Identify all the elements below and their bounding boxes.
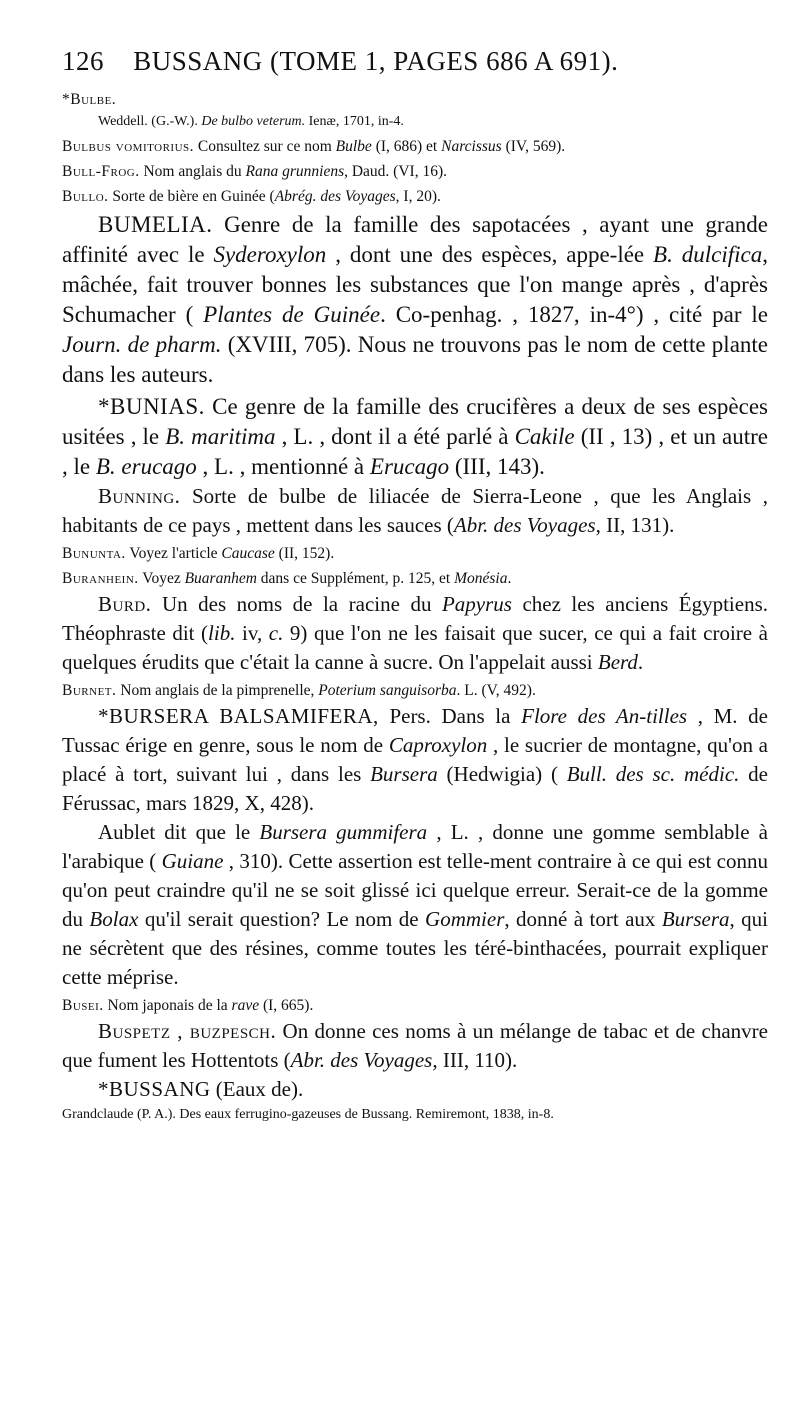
entry-head: Bunning. [98, 484, 181, 508]
entry-text: . [507, 570, 512, 587]
entry-text: , L. , dont il a été parlé à [275, 424, 515, 449]
entry-text: (I, 665). [259, 997, 314, 1014]
entry-text: (XVIII, 705). Nous ne trouvons pas le nom de cette plante dans les auteurs. [62, 332, 769, 387]
entry-busei [62, 994, 768, 1017]
entry-head: Busei. [62, 997, 104, 1014]
entry-italic: Flore des An-tilles [521, 704, 688, 728]
entry-text: , Daud. (VI, 16). [344, 163, 447, 180]
running-header [62, 44, 768, 78]
entry-text: Nom anglais de la pimprenelle, [116, 682, 319, 699]
entry-head: BUMELIA. [98, 212, 213, 237]
entry-head: Bullo. [62, 188, 109, 205]
entry-burnet [62, 679, 768, 702]
entry-italic: B. dulcifica [653, 242, 763, 267]
entry-bumelia [62, 210, 768, 390]
entry-italic: Bulbe [335, 138, 372, 155]
entry-italic: Bursera [661, 907, 730, 931]
entry-text: , I, 20). [395, 188, 441, 205]
ref-imprint: Ienæ, 1701, in-4. [305, 114, 404, 129]
entry-italic: Caucase [221, 545, 275, 562]
entry-text: Voyez l'article [125, 545, 222, 562]
entry-bunning [62, 482, 768, 540]
entry-text: . Co-penhag. , 1827, in-4°) , cité par le [380, 302, 768, 327]
entry-italic: Guiane [161, 849, 224, 873]
entry-text: (Hedwigia) ( [437, 762, 567, 786]
entry-italic: lib. [208, 621, 236, 645]
entry-text: (III, 143). [449, 454, 545, 479]
entry-head: Bull-Frog. [62, 163, 140, 180]
reference-grandclaude [62, 1104, 768, 1126]
entry-text: , M. de Tussac érige en genre, sous le nom de [62, 704, 768, 757]
entry-italic: Erucago [369, 454, 450, 479]
entry-text: iv, [235, 621, 269, 645]
entry-italic: Bursera [370, 762, 438, 786]
entry-bursera [62, 702, 768, 818]
entry-text: Sorte de bière en Guinée ( [108, 188, 275, 205]
entry-italic: Plantes de Guinée [203, 302, 381, 327]
entry-head: *Bulbe. [62, 91, 117, 108]
entry-text: Ce genre de la famille des crucifères a deux de ses espèces usitées , le [62, 394, 768, 449]
entry-italic: Cakile [514, 424, 575, 449]
entry-text: , II, 131). [595, 513, 675, 537]
entry-burd [62, 590, 768, 677]
entry-italic: Monésia [454, 570, 508, 587]
entry-text: (II , 13) , et un autre , le [62, 424, 769, 479]
entry-italic: Narcissus [441, 138, 502, 155]
entry-head: Burnet. [62, 682, 117, 699]
entry-text: Pers. Dans la [378, 704, 522, 728]
entry-italic: Abr. des Voyages [290, 1048, 433, 1072]
entry-italic: c. [268, 621, 284, 645]
entry-italic: Rana grunniens [245, 163, 345, 180]
entry-italic: Poterium sanguisorba [318, 682, 457, 699]
entry-text: Genre de la famille des sapotacées , ayant une grande affinité avec le [62, 212, 768, 267]
entry-text: 9) que l'on ne les faisait que sucer, ce qui a fait croire à quelques érudits que c'était la canne à sucre. On l'appelait aussi [62, 621, 768, 674]
entry-text: Sorte de bulbe de liliacée de Sierra-Leone , que les Anglais , habitants de ce pays , mettent dans les sauces ( [62, 484, 768, 537]
entry-bunias [62, 392, 768, 482]
entry-text: . L. (V, 492). [456, 682, 536, 699]
entry-italic: Papyrus [441, 592, 512, 616]
entry-text: (II, 152). [274, 545, 335, 562]
entry-text: , L. , donne une gomme semblable à l'arabique ( [62, 820, 768, 873]
entry-text: , le sucrier de montagne, qu'on a placé à tort, suivant lui , dans les [62, 733, 769, 786]
ref-title: De bulbo veterum. [201, 114, 306, 129]
entry-italic: Berd [597, 650, 638, 674]
reference-weddell [62, 111, 768, 133]
entry-head: *BURSERA BALSAMIFERA, [98, 704, 379, 728]
entry-bulbe [62, 88, 768, 111]
entry-head: *BUNIAS. [98, 394, 205, 419]
entry-italic: rave [231, 997, 260, 1014]
entry-head: Bununta. [62, 545, 126, 562]
entry-text: , donné à tort aux [504, 907, 662, 931]
entry-text: Nom japonais de la [103, 997, 232, 1014]
entry-italic: Bolax [89, 907, 139, 931]
entry-text: Aublet dit que le [98, 820, 260, 844]
entry-text: . [637, 650, 644, 674]
entry-head: Burd. [98, 592, 152, 616]
entry-text: On donne ces noms à un mélange de tabac et de chanvre que fument les Hottentots ( [62, 1019, 768, 1072]
entry-italic: Bursera gummifera [259, 820, 428, 844]
entry-text: , L. , mentionné à [196, 454, 370, 479]
entry-italic: Caproxylon [388, 733, 488, 757]
entry-text: Un des noms de la racine du [151, 592, 442, 616]
entry-text: Nom anglais du [139, 163, 246, 180]
entry-text: Voyez [138, 570, 185, 587]
entry-italic: Syderoxylon [213, 242, 327, 267]
entry-text: , dont une des espèces, appe-lée [326, 242, 654, 267]
entry-bull-frog [62, 160, 768, 183]
entry-buranhein [62, 567, 768, 590]
entry-text: , mâchée, fait trouver bonnes les substances que l'on mange après , d'après Schumacher ( [62, 242, 768, 327]
entry-italic: Journ. de pharm. [62, 332, 222, 357]
entry-buspetz [62, 1017, 768, 1075]
entry-italic: B. maritima [165, 424, 276, 449]
entry-bussang [62, 1075, 768, 1104]
entry-text: , 310). Cette assertion est telle-ment contraire à ce qui est connu qu'on peut craindre qu'il ne se soit glissé ici quelque erreur. Serait-ce de la gomme du [62, 849, 768, 931]
entry-text: (Eaux de). [210, 1077, 304, 1101]
entry-italic: Bull. des sc. médic. [566, 762, 740, 786]
entry-bulbus-vomitorius [62, 135, 768, 158]
entry-text: chez les anciens Égyptiens. Théophraste dit ( [62, 592, 768, 645]
ref-author: Weddell. (G.-W.). [98, 114, 202, 129]
entry-text: Consultez sur ce nom [194, 138, 336, 155]
paragraph-aublet [62, 818, 768, 992]
entry-head: Buspetz , buzpesch. [98, 1019, 277, 1043]
entry-bununta [62, 542, 768, 565]
entry-text: , qui ne sécrètent que des résines, comme toutes les téré-binthacées, pourrait expliquer cette méprise. [62, 907, 769, 989]
entry-head: Bulbus vomitorius. [62, 138, 195, 155]
entry-italic: Abr. des Voyages [453, 513, 596, 537]
entry-text: qu'il serait question? Le nom de [138, 907, 426, 931]
entry-bullo [62, 185, 768, 208]
entry-text: (I, 686) et [371, 138, 442, 155]
running-title: BUSSANG (TOME 1, PAGES 686 A 691). [133, 46, 619, 76]
page-number: 126 [62, 46, 104, 76]
entry-head: Buranhein. [62, 570, 139, 587]
document-page [62, 44, 768, 1126]
entry-text: de Férussac, mars 1829, X, 428). [62, 762, 768, 815]
entry-text: (IV, 569). [501, 138, 566, 155]
entry-text: , III, 110). [432, 1048, 518, 1072]
entry-italic: Buaranhem [184, 570, 257, 587]
entry-italic: B. erucago [95, 454, 197, 479]
ref-text: Grandclaude (P. A.). Des eaux ferrugino-gazeuses de Bussang. Remiremont, 1838, in-8. [62, 1107, 554, 1122]
entry-italic: Abrég. des Voyages [274, 188, 396, 205]
entry-italic: Gommier [425, 907, 505, 931]
entry-head: *BUSSANG [98, 1077, 211, 1101]
entry-text: dans ce Supplément, p. 125, et [256, 570, 455, 587]
